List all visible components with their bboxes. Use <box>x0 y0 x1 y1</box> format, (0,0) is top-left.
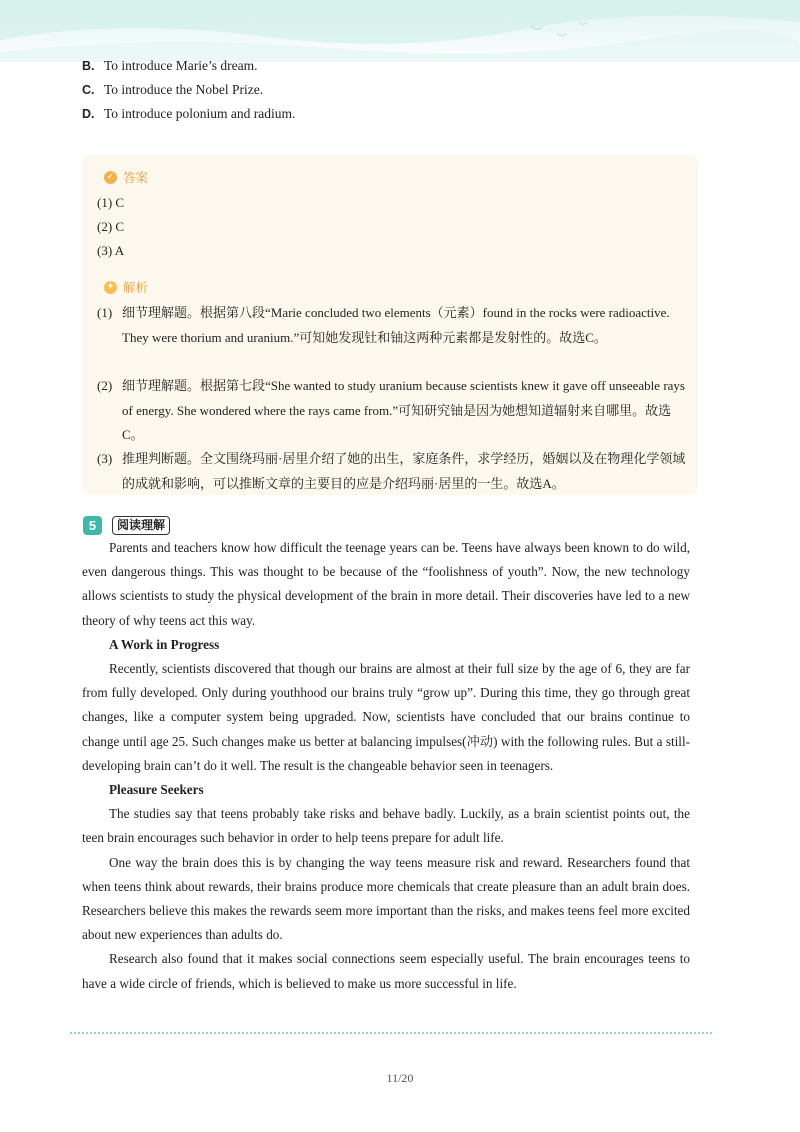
passage-heading: Pleasure Seekers <box>109 782 204 798</box>
explanation-tag-label: 解析 <box>123 280 149 295</box>
explanation-item <box>97 447 687 496</box>
option-key: B. <box>82 59 95 73</box>
answer-line: (3) A <box>97 243 125 258</box>
answer-line: (1) C <box>97 195 125 210</box>
passage-paragraph: One way the brain does this is by changing the way teens measure risk and reward. Researchers found that when teens think about rewards, their brains produce more chemicals that create pleasure than an adult brain does. Researchers believe this makes the rewards seem more important than the risks, and makes teens feel more excited about new experiences than adults do. <box>82 854 690 943</box>
option-key: C. <box>82 83 95 97</box>
option-text: To introduce Marie’s dream. <box>104 58 258 73</box>
explanation-text: 细节理解题。根据第八段“Marie concluded two elements（元素）found in the rocks were radioactive. They were thorium and uranium.”可知她发现钍和铀这两种元素都是发射性的。故选C。 <box>122 305 670 345</box>
option-d <box>82 104 295 124</box>
question-number-badge: 5 <box>83 516 102 535</box>
explanation-number: (1) <box>97 305 113 320</box>
check-icon: ✓ <box>104 171 117 184</box>
option-text: To introduce polonium and radium. <box>104 106 296 121</box>
lightbulb-icon: ✦ <box>104 281 117 294</box>
header-decoration <box>0 0 800 62</box>
bird-icon: ︶ <box>578 22 588 33</box>
passage-paragraph: Parents and teachers know how difficult the teenage years can be. Teens have always been known to do wild, even dangerous things. This was thought to be because of the “foolishness of youth”. Now, the new technology allows scientists to study the physical development of the brain in more detail. Their discoveries have led to a new theory of why teens act this way. <box>82 540 690 628</box>
explanation-text: 推理判断题。全文围绕玛丽·居里介绍了她的出生，家庭条件，求学经历，婚姻以及在物理化学领域的成就和影响，可以推断文章的主要目的应是介绍玛丽·居里的一生。故选A。 <box>122 451 686 491</box>
bird-icon: ︶ <box>530 26 544 41</box>
answer-tag <box>104 168 148 186</box>
wave-decoration <box>0 0 800 62</box>
option-text: To introduce the Nobel Prize. <box>104 82 264 97</box>
explanation-number: (2) <box>97 378 113 393</box>
footer-divider <box>70 1032 712 1034</box>
answer-line: (2) C <box>97 219 125 234</box>
explanation-item <box>97 374 687 448</box>
option-b <box>82 56 258 76</box>
reading-passage <box>82 536 690 996</box>
explanation-tag <box>104 278 148 296</box>
explanation-text: 细节理解题。根据第七段“She wanted to study uranium because scientists knew it gave off unseeable rays of energy. She wondered where the rays came from.”可知研究铀是因为她想知道辐射来自哪里。故选C。 <box>122 378 685 442</box>
question-type-label: 阅读理解 <box>112 516 170 535</box>
passage-heading: A Work in Progress <box>109 636 220 652</box>
bird-icon: ︶ <box>556 33 567 45</box>
explanation-item <box>97 301 687 350</box>
passage-paragraph: Recently, scientists discovered that though our brains are almost at their full size by the age of 6, they are far from fully developed. Only during youthhood our brains truly “grow up”. During this time, they go through great changes, like a computer system being upgraded. Now, scientists have concluded that our brains continue to change until age 25. Such changes make us better at balancing impulses(冲动) with the following rules. But a still-developing brain can’t do it well. The result is the changeable behavior seen in teenagers. <box>82 661 690 773</box>
passage-paragraph: The studies say that teens probably take risks and behave badly. Luckily, as a brain scientist points out, the teen brain encourages such behavior in order to help teens prepare for adult life. <box>82 806 690 846</box>
option-key: D. <box>82 107 95 121</box>
passage-paragraph: Research also found that it makes social connections seem especially useful. The brain encourages teens to have a wide circle of friends, which is believed to make us more successful in life. <box>82 951 690 991</box>
option-c <box>82 80 263 100</box>
answer-tag-label: 答案 <box>123 170 149 185</box>
explanation-number: (3) <box>97 451 113 466</box>
page-number: 11/20 <box>386 1071 414 1085</box>
